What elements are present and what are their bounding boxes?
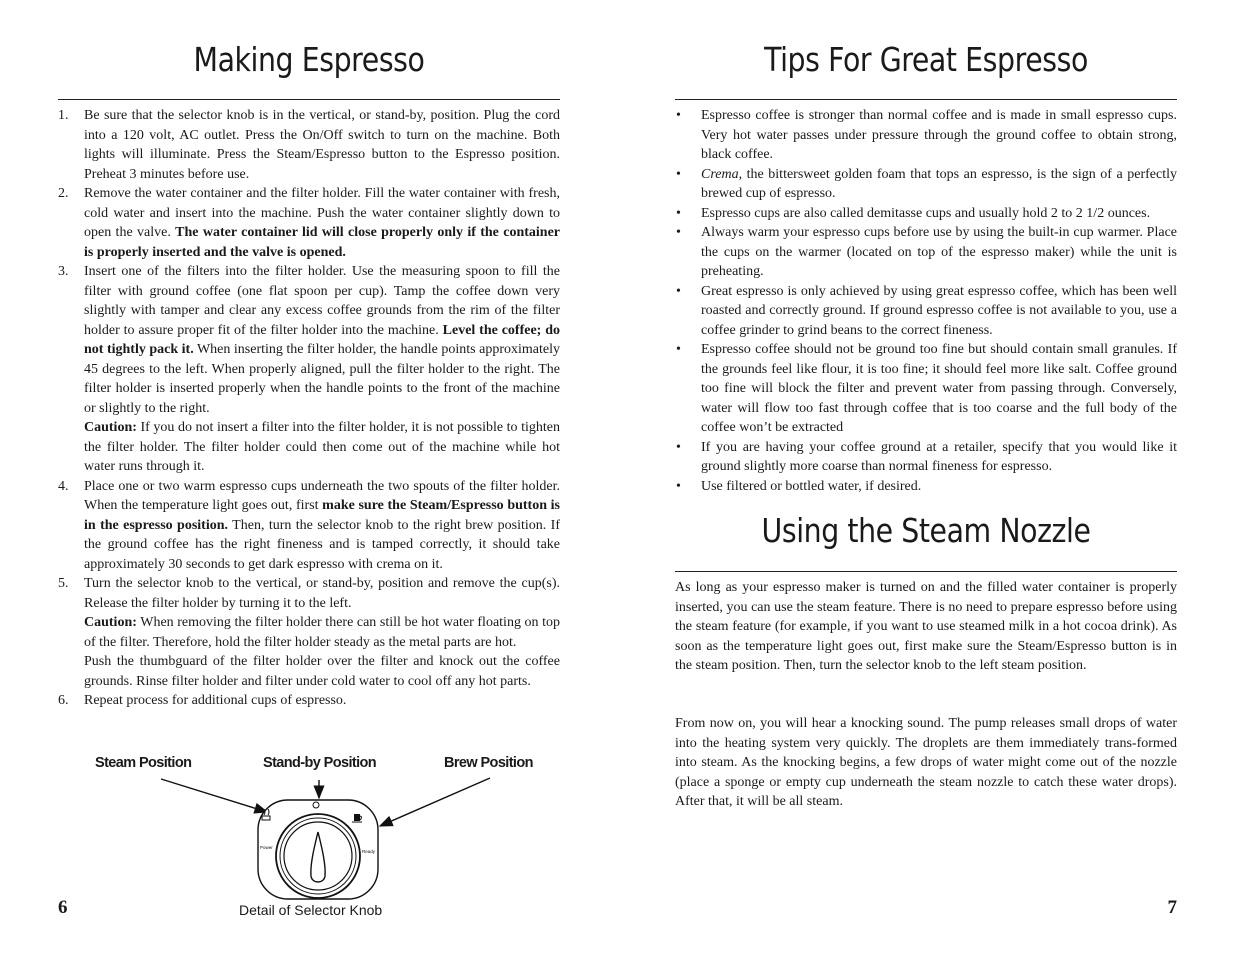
step-emphasis: Level the coffee; do not tightly pack it. — [84, 322, 560, 357]
tip-item — [675, 204, 1177, 224]
step-number: 5. — [58, 576, 69, 591]
step-number: 3. — [58, 264, 69, 279]
ready-label: Ready — [362, 849, 376, 854]
step-text-run: When inserting the filter holder, the handle points approximately 45 degrees to the left. When properly aligned, pull the filter holder to the right. The filter holder is inserted properly when the handle points to the front of the machine or slightly to the right. — [84, 342, 560, 416]
making-espresso-heading: Making Espresso — [193, 40, 425, 79]
steam-heading-rule — [675, 571, 1177, 572]
tip-text: Espresso coffee should not be ground too fine but should contain small granules. If the grounds feel like flour, it is too fine; it should feel more like salt. Coffee ground too fine will block the filter and prevent water from passing through. Conversely, water will flow too fast through coffee that is too coarse and the full body of the coffee won’t be extracted — [701, 342, 1177, 435]
tip-item — [675, 223, 1177, 282]
tip-item — [675, 340, 1177, 438]
steam-paragraph-2: From now on, you will hear a knocking sound. The pump releases small drops of water into the heating system very quickly. The droplets are them immediately trans-formed into steam. As the knocking begins, a few drops of water might come out of the nozzle (place a sponge or empty cup underneath the steam nozzle to catch these water drops). After that, it will be all steam. — [675, 716, 1177, 809]
standby-marker-icon — [313, 802, 319, 808]
tips-heading: Tips For Great Espresso — [764, 40, 1088, 79]
caution-note — [84, 613, 560, 652]
tip-item — [675, 477, 1177, 497]
step-number: 6. — [58, 693, 69, 708]
step-item — [58, 574, 560, 691]
bullet-icon: • — [676, 225, 681, 240]
step-number: 1. — [58, 108, 69, 123]
tip-text: Great espresso is only achieved by using great espresso coffee, which has been well roasted and correctly ground. If ground espresso coffee is not available to you, use a coffee grinder to grind beans to the correct fineness. — [701, 283, 1177, 338]
bullet-icon: • — [676, 283, 681, 299]
caution-label: Caution: — [84, 615, 137, 630]
caution-note — [84, 418, 560, 477]
step-text-run: Be sure that the selector knob is in the vertical, or stand-by, position. Plug the cord into a 120 volt, AC outlet. Press the On/Off switch to turn on the machine. Both lights will illuminate. Press the Steam/Espresso button to the Espresso position. Preheat 3 minutes before use. — [84, 108, 560, 182]
step-text — [84, 106, 560, 184]
step-number: 2. — [58, 186, 69, 201]
caution-text: When removing the filter holder there can still be hot water floating on top of the filter. Therefore, hold the filter holder steady as the metal parts are hot. — [84, 615, 560, 650]
tip-item — [675, 282, 1177, 341]
step-text-run: Repeat process for additional cups of espresso. — [84, 693, 347, 708]
standby-position-label: Stand-by Position — [263, 755, 377, 771]
tip-item — [675, 438, 1177, 477]
step-item — [58, 184, 560, 262]
bullet-icon: • — [676, 478, 681, 494]
selector-knob-diagram — [58, 770, 560, 904]
step-text-run: Then, turn the selector knob to the right brew position. If the ground coffee has the right fineness and is tamped correctly, it should take approximately 30 seconds to get dark espresso with crema on it. — [84, 517, 561, 572]
page-number-right: 7 — [1167, 897, 1177, 918]
tip-text: Always warm your espresso cups before use by using the built-in cup warmer. Place the cups on the warmer (located on top of the espresso maker) while the unit is preheating. — [701, 225, 1177, 279]
brew-position-label: Brew Position — [444, 755, 533, 771]
steam-arrow — [161, 779, 267, 812]
step-text — [84, 184, 560, 262]
diagram-caption: Detail of Selector Knob — [239, 902, 383, 918]
step-emphasis: make sure the Steam/Espresso button is in the espresso position. — [84, 498, 560, 533]
step-number: 4. — [58, 478, 69, 494]
bullet-icon: • — [676, 166, 681, 182]
step-text-run: Place one or two warm espresso cups underneath the two spouts of the filter holder. When the temperature light goes out, first — [84, 478, 560, 513]
step-text — [84, 574, 560, 613]
step-item — [58, 106, 560, 184]
step-emphasis: The water container lid will close properly only if the container is properly inserted and the valve is opened. — [84, 225, 560, 260]
steam-nozzle-heading: Using the Steam Nozzle — [761, 511, 1091, 550]
step-text — [84, 691, 560, 711]
step-text-run: Remove the water container and the filter holder. Fill the water container with fresh, cold water and insert into the machine. Push the water container slightly down to open the valve. — [84, 186, 560, 240]
step-text — [84, 262, 560, 418]
bullet-icon: • — [676, 108, 681, 123]
caution-label: Caution: — [84, 420, 137, 435]
tip-italic-term: Crema, — [701, 166, 743, 182]
step-extra-text: Push the thumbguard of the filter holder over the filter and knock out the coffee grounds. Rinse filter holder and filter under cold water to cool off any hot parts. — [84, 654, 560, 689]
caution-text: If you do not insert a filter into the filter holder, it is not possible to tighten the filter holder. The filter holder could then come out of the machine while hot water runs through it. — [84, 420, 560, 474]
brew-arrow — [380, 778, 490, 826]
bullet-icon: • — [676, 205, 681, 221]
steps-list — [58, 106, 560, 711]
step-item — [58, 691, 560, 711]
tip-text: Espresso cups are also called demitasse cups and usually hold 2 to 2 1/2 ounces. — [701, 205, 1151, 221]
steam-position-label: Steam Position — [95, 755, 192, 771]
power-label: Power — [260, 845, 273, 850]
step-item — [58, 262, 560, 477]
page-number-left: 6 — [58, 897, 68, 918]
steam-paragraph-1: As long as your espresso maker is turned on and the filled water container is properly inserted, you can use the steam feature. There is no need to prepare espresso before using the steam feature (for example, if you want to use steamed milk in a hot cocoa drink). As soon as the temperature light goes out, first make sure the Steam/Espresso button is in the steam position. Then, turn the selector knob to the left steam position. — [675, 580, 1177, 673]
bullet-icon: • — [676, 342, 681, 357]
step-item — [58, 477, 560, 575]
tips-list — [675, 106, 1177, 496]
tip-item — [675, 165, 1177, 204]
tip-text: If you are having your coffee ground at a retailer, specify that you would like it ground slightly more coarse than normal fineness for espresso. — [701, 439, 1177, 474]
step-text-run: Insert one of the filters into the filter holder. Use the measuring spoon to fill the filter with ground coffee (one flat spoon per cup). Tamp the coffee down very slightly with tamper and clear any excess coffee grounds from the rim of the filter holder to assure proper fit of the filter holder into the machine. — [84, 264, 560, 338]
step-text-run: Turn the selector knob to the vertical, or stand-by, position and remove the cup(s). Release the filter holder by turning it to the left. — [84, 576, 560, 611]
bullet-icon: • — [676, 439, 681, 455]
step-text — [84, 477, 560, 575]
tips-heading-rule — [675, 99, 1177, 100]
tip-text: Use filtered or bottled water, if desired. — [701, 478, 922, 494]
heading-rule — [58, 99, 560, 100]
tip-text: Espresso coffee is stronger than normal coffee and is made in small espresso cups. Very hot water passes under pressure through the ground coffee to obtain strong, black coffee. — [701, 108, 1177, 162]
tip-text: the bittersweet golden foam that tops an espresso, is the sign of a perfectly brewed cup of espresso. — [701, 166, 1177, 201]
tip-item — [675, 106, 1177, 165]
